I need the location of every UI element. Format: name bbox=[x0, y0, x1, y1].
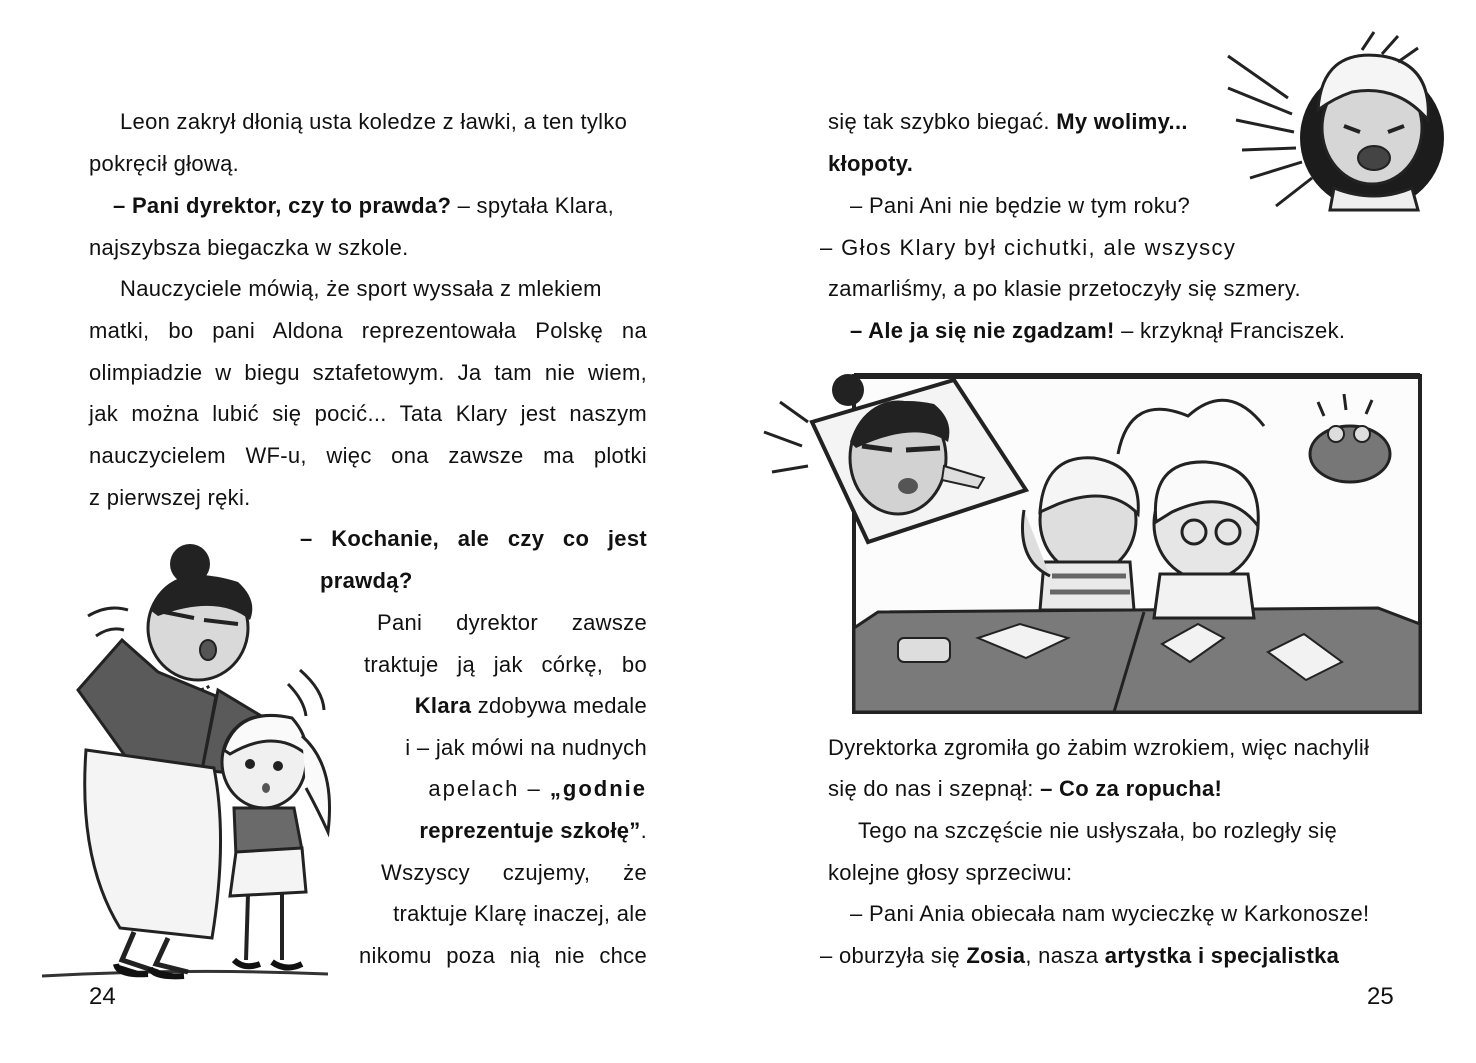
text-line bbox=[828, 149, 913, 179]
page-number-right: 25 bbox=[1367, 983, 1394, 1010]
text-line: – Pani Ani nie będzie w tym roku? bbox=[850, 193, 1191, 218]
text-line bbox=[850, 316, 1345, 346]
dialogue-tag: – spytała Klara, bbox=[451, 193, 615, 218]
dialogue-tag: – krzyknął Franciszek. bbox=[1114, 318, 1346, 343]
text-line: traktuje Klarę inaczej, ale bbox=[393, 901, 647, 926]
text-line: zamarliśmy, a po klasie przetoczyły się szmery. bbox=[828, 276, 1301, 301]
text-line: Wszyscy czujemy, że bbox=[381, 860, 647, 885]
text-line: – Głos Klary był cichutki, ale wszyscy bbox=[820, 235, 1237, 260]
text-line bbox=[828, 774, 1222, 804]
dialogue-bold: – Pani dyrektor, czy to prawda? bbox=[113, 193, 452, 218]
text-line: nikomu poza nią nie chce bbox=[359, 943, 647, 968]
text-line: kolejne głosy sprzeciwu: bbox=[828, 860, 1073, 885]
text-line: matki, bo pani Aldona reprezentowała Polskę na bbox=[89, 318, 647, 343]
quote-bold: „godnie bbox=[549, 776, 647, 801]
text-segment: – oburzyła się bbox=[820, 943, 967, 968]
text-line: – Pani Ania obiecała nam wycieczkę w Karkonosze! bbox=[850, 901, 1370, 926]
text-line: najszybsza biegaczka w szkole. bbox=[89, 235, 409, 260]
dialogue-bold: kłopoty. bbox=[828, 151, 914, 176]
text-line: Dyrektorka zgromiła go żabim wzrokiem, więc nachylił bbox=[828, 735, 1370, 760]
dialogue-bold: – Ale ja się nie zgadzam! bbox=[850, 318, 1115, 343]
text-line: Leon zakrył dłonią usta koledze z ławki, a ten tylko bbox=[120, 109, 628, 134]
dialogue-bold: My wolimy... bbox=[1056, 109, 1188, 134]
text-segment: się do nas i szepnął: bbox=[828, 776, 1041, 801]
text-line bbox=[360, 691, 647, 721]
name-bold: Zosia bbox=[966, 943, 1026, 968]
text-segment: apelach – bbox=[428, 776, 542, 801]
text-line: jak można lubić się pocić... Tata Klary jest naszym bbox=[89, 401, 647, 426]
illustration-principal-and-girl bbox=[38, 540, 338, 985]
text-line: Pani dyrektor zawsze bbox=[377, 610, 647, 635]
text-line: – Kochanie, ale czy co jest bbox=[300, 526, 647, 551]
quote-bold: reprezentuje szkołę” bbox=[419, 818, 641, 843]
text-line: pokręcił głową. bbox=[89, 151, 240, 176]
text-line: olimpiadzie w biegu sztafetowym. Ja tam nie wiem, bbox=[89, 360, 647, 385]
text-line bbox=[113, 191, 614, 221]
phrase-bold: artystka i specjalistka bbox=[1104, 943, 1340, 968]
name-bold: Klara bbox=[414, 693, 472, 718]
illustration-shouting-boy bbox=[1222, 28, 1452, 218]
illustration-classroom-scene bbox=[758, 362, 1428, 718]
text-line bbox=[360, 774, 647, 804]
text-segment: się tak szybko biegać. bbox=[828, 109, 1057, 134]
text-line: prawdą? bbox=[320, 568, 413, 593]
text-line bbox=[820, 941, 1339, 971]
text-line: Nauczyciele mówią, że sport wyssała z mlekiem bbox=[120, 276, 602, 301]
page-number-left: 24 bbox=[89, 983, 116, 1010]
text-line: nauczycielem WF-u, więc ona zawsze ma plotki bbox=[89, 443, 647, 468]
text-segment: . bbox=[640, 818, 647, 843]
dialogue-bold: – Co za ropucha! bbox=[1040, 776, 1223, 801]
text-line: Tego na szczęście nie usłyszała, bo rozległy się bbox=[858, 818, 1338, 843]
text-line: traktuje ją jak córkę, bo bbox=[364, 652, 647, 677]
text-line bbox=[828, 107, 1188, 137]
text-line: i – jak mówi na nudnych bbox=[405, 735, 647, 760]
text-line bbox=[360, 816, 647, 846]
text-segment: , nasza bbox=[1025, 943, 1105, 968]
text-segment: zdobywa medale bbox=[471, 693, 647, 718]
text-line: z pierwszej ręki. bbox=[89, 485, 251, 510]
